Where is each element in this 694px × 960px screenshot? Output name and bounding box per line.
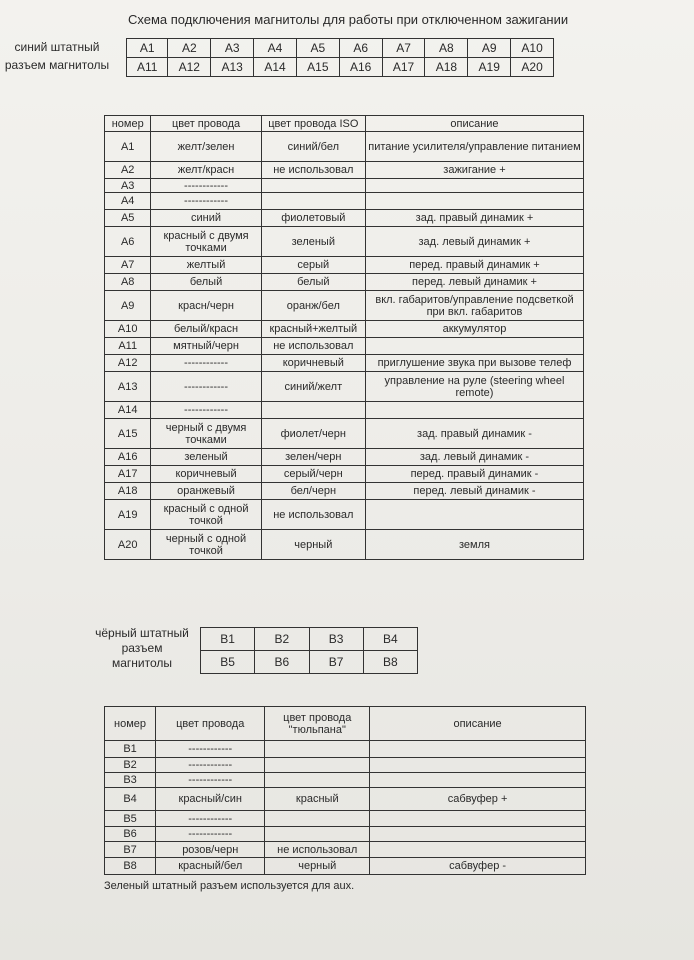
pin-number-cell: A4 [105,193,151,210]
description-cell [370,773,586,788]
iso-color-cell: черный [265,858,370,875]
pin-cell: A6 [339,39,382,58]
table-row [105,179,584,193]
wire-color-cell: красн/черн [151,291,261,321]
description-cell: перед. левый динамик - [365,483,583,500]
table-row [105,466,584,483]
connector-b-label-line3: магнитолы [111,656,173,670]
pin-number-cell: A3 [105,179,151,193]
pin-number-cell: A11 [105,338,151,355]
pin-number-cell: B8 [105,858,156,875]
iso-color-cell: оранж/бел [261,291,365,321]
pin-number-cell: A7 [105,257,151,274]
iso-color-cell: черный [261,530,365,560]
pin-cell: A14 [254,58,297,77]
wire-color-cell: ------------ [156,741,265,758]
pin-cell: A17 [382,58,425,77]
table-row [105,402,584,419]
table-row [105,132,584,162]
table-header-row [105,707,586,741]
description-cell: зад. левый динамик + [365,227,583,257]
pin-cell: B8 [363,651,417,674]
pin-number-cell: A10 [105,321,151,338]
iso-color-cell: не использовал [261,162,365,179]
table-row [105,419,584,449]
description-cell [370,842,586,858]
wire-color-cell: белый [151,274,261,291]
table-row [105,827,586,842]
wire-color-cell: оранжевый [151,483,261,500]
iso-color-cell: бел/черн [261,483,365,500]
table-row [105,788,586,811]
table-row [105,741,586,758]
iso-color-cell: серый [261,257,365,274]
connector-b-label-line1: чёрный штатный [95,626,189,640]
pin-cell: A2 [168,39,211,58]
iso-color-cell: синий/желт [261,372,365,402]
description-cell: перед. правый динамик - [365,466,583,483]
description-cell [370,827,586,842]
wire-color-cell: желтый [151,257,261,274]
description-cell: перед. левый динамик + [365,274,583,291]
description-cell: питание усилителя/управление питанием [365,132,583,162]
iso-color-cell [261,402,365,419]
wire-color-cell: черный с одной точкой [151,530,261,560]
pin-number-cell: A2 [105,162,151,179]
description-cell: перед. правый динамик + [365,257,583,274]
header-cell: номер [105,707,156,741]
description-cell [370,811,586,827]
wire-color-cell: белый/красн [151,321,261,338]
description-cell: вкл. габаритов/управление подсветкой при вкл. габаритов [365,291,583,321]
description-cell: сабвуфер + [370,788,586,811]
connector-a-label [2,38,112,74]
iso-color-cell: зеленый [261,227,365,257]
pin-cell: A13 [211,58,254,77]
iso-color-cell [265,773,370,788]
table-row [105,483,584,500]
iso-color-cell: не использовал [261,500,365,530]
header-cell: цвет провода [151,116,261,132]
connector-b-label [88,626,196,671]
pin-cell: B5 [201,651,255,674]
wire-color-cell: черный с двумя точками [151,419,261,449]
pin-number-cell: A8 [105,274,151,291]
description-cell: сабвуфер - [370,858,586,875]
iso-color-cell [265,741,370,758]
pin-cell: A19 [468,58,511,77]
table-row [105,811,586,827]
description-cell [365,500,583,530]
pin-cell: B1 [201,628,255,651]
connector-b-row [201,628,418,651]
connector-b-label-line2: разъем [121,641,163,655]
connector-b-row [201,651,418,674]
table-row [105,321,584,338]
table-row [105,162,584,179]
table-row [105,338,584,355]
description-cell [365,179,583,193]
table-row [105,758,586,773]
pin-number-cell: A5 [105,210,151,227]
wire-color-cell: ------------ [156,811,265,827]
description-cell: земля [365,530,583,560]
table-row [105,530,584,560]
wire-color-cell: красный/син [156,788,265,811]
connector-a-row [127,58,554,77]
pin-cell: A20 [511,58,554,77]
description-cell: управление на руле (steering wheel remote) [365,372,583,402]
pin-cell: A11 [127,58,168,77]
connector-a-label-line2: разъем магнитолы [4,58,110,72]
connector-a-row [127,39,554,58]
pin-cell: B6 [255,651,309,674]
iso-color-cell [265,811,370,827]
iso-color-cell [261,193,365,210]
pin-number-cell: B6 [105,827,156,842]
pin-number-cell: B1 [105,741,156,758]
pin-cell: A16 [339,58,382,77]
pin-cell: B4 [363,628,417,651]
wire-color-cell: ------------ [151,179,261,193]
description-cell: приглушение звука при вызове телеф [365,355,583,372]
pinout-table-a [104,115,584,560]
footnote: Зеленый штатный разъем используется для aux. [104,880,355,892]
description-cell: аккумулятор [365,321,583,338]
description-cell [365,338,583,355]
wire-color-cell: коричневый [151,466,261,483]
pin-cell: A12 [168,58,211,77]
pin-cell: A9 [468,39,511,58]
pin-cell: A18 [425,58,468,77]
table-row [105,210,584,227]
pin-number-cell: A1 [105,132,151,162]
pin-number-cell: A6 [105,227,151,257]
pin-cell: A4 [254,39,297,58]
pin-cell: B2 [255,628,309,651]
iso-color-cell: не использовал [261,338,365,355]
iso-color-cell: фиолетовый [261,210,365,227]
wire-color-cell: желт/красн [151,162,261,179]
description-cell [370,741,586,758]
pin-number-cell: A14 [105,402,151,419]
pin-number-cell: B5 [105,811,156,827]
pin-number-cell: A18 [105,483,151,500]
pinout-table-b [104,706,586,875]
iso-color-cell: зелен/черн [261,449,365,466]
header-cell: цвет провода ISO [261,116,365,132]
pin-number-cell: B7 [105,842,156,858]
pin-cell: B3 [309,628,363,651]
pin-cell: A1 [127,39,168,58]
wire-color-cell: мятный/черн [151,338,261,355]
iso-color-cell [261,179,365,193]
pin-number-cell: B2 [105,758,156,773]
header-cell: описание [365,116,583,132]
table-header-row [105,116,584,132]
description-cell [365,193,583,210]
description-cell: зад. левый динамик - [365,449,583,466]
header-cell: описание [370,707,586,741]
description-cell [365,402,583,419]
pin-number-cell: A12 [105,355,151,372]
header-cell: цвет провода [156,707,265,741]
iso-color-cell: белый [261,274,365,291]
table-row [105,842,586,858]
wire-color-cell: ------------ [151,402,261,419]
pin-cell: A7 [382,39,425,58]
iso-color-cell: красный [265,788,370,811]
iso-color-cell [265,827,370,842]
table-row [105,193,584,210]
wire-color-cell: красный/бел [156,858,265,875]
pin-number-cell: A16 [105,449,151,466]
connector-a-label-line1: синий штатный [14,40,100,54]
pin-number-cell: A13 [105,372,151,402]
table-row [105,773,586,788]
description-cell [370,758,586,773]
table-row [105,355,584,372]
iso-color-cell: серый/черн [261,466,365,483]
wire-color-cell: ------------ [151,355,261,372]
pin-number-cell: B3 [105,773,156,788]
pin-number-cell: A17 [105,466,151,483]
table-row [105,500,584,530]
wire-color-cell: желт/зелен [151,132,261,162]
pin-number-cell: B4 [105,788,156,811]
iso-color-cell: не использовал [265,842,370,858]
wire-color-cell: красный с одной точкой [151,500,261,530]
wire-color-cell: синий [151,210,261,227]
wire-color-cell: ------------ [156,773,265,788]
pin-number-cell: A19 [105,500,151,530]
connector-a-pinout [126,38,554,77]
pin-cell: A8 [425,39,468,58]
pin-cell: A5 [296,39,339,58]
connector-b-pinout [200,627,418,674]
wire-color-cell: ------------ [151,372,261,402]
header-cell: номер [105,116,151,132]
wire-color-cell: ------------ [151,193,261,210]
table-row [105,227,584,257]
header-cell: цвет провода "тюльпана" [265,707,370,741]
pin-cell: B7 [309,651,363,674]
table-row [105,449,584,466]
wire-color-cell: зеленый [151,449,261,466]
table-row [105,274,584,291]
iso-color-cell: фиолет/черн [261,419,365,449]
pin-cell: A15 [296,58,339,77]
iso-color-cell: коричневый [261,355,365,372]
pin-number-cell: A15 [105,419,151,449]
pin-number-cell: A9 [105,291,151,321]
description-cell: зад. правый динамик - [365,419,583,449]
table-row [105,858,586,875]
iso-color-cell: синий/бел [261,132,365,162]
pin-cell: A10 [511,39,554,58]
table-row [105,257,584,274]
description-cell: зажигание + [365,162,583,179]
wire-color-cell: розов/черн [156,842,265,858]
pin-cell: A3 [211,39,254,58]
wire-color-cell: ------------ [156,827,265,842]
wire-color-cell: красный с двумя точками [151,227,261,257]
pin-number-cell: A20 [105,530,151,560]
document-title: Схема подключения магнитолы для работы при отключенном зажигании [128,12,569,27]
iso-color-cell: красный+желтый [261,321,365,338]
wire-color-cell: ------------ [156,758,265,773]
table-row [105,291,584,321]
description-cell: зад. правый динамик + [365,210,583,227]
table-row [105,372,584,402]
iso-color-cell [265,758,370,773]
